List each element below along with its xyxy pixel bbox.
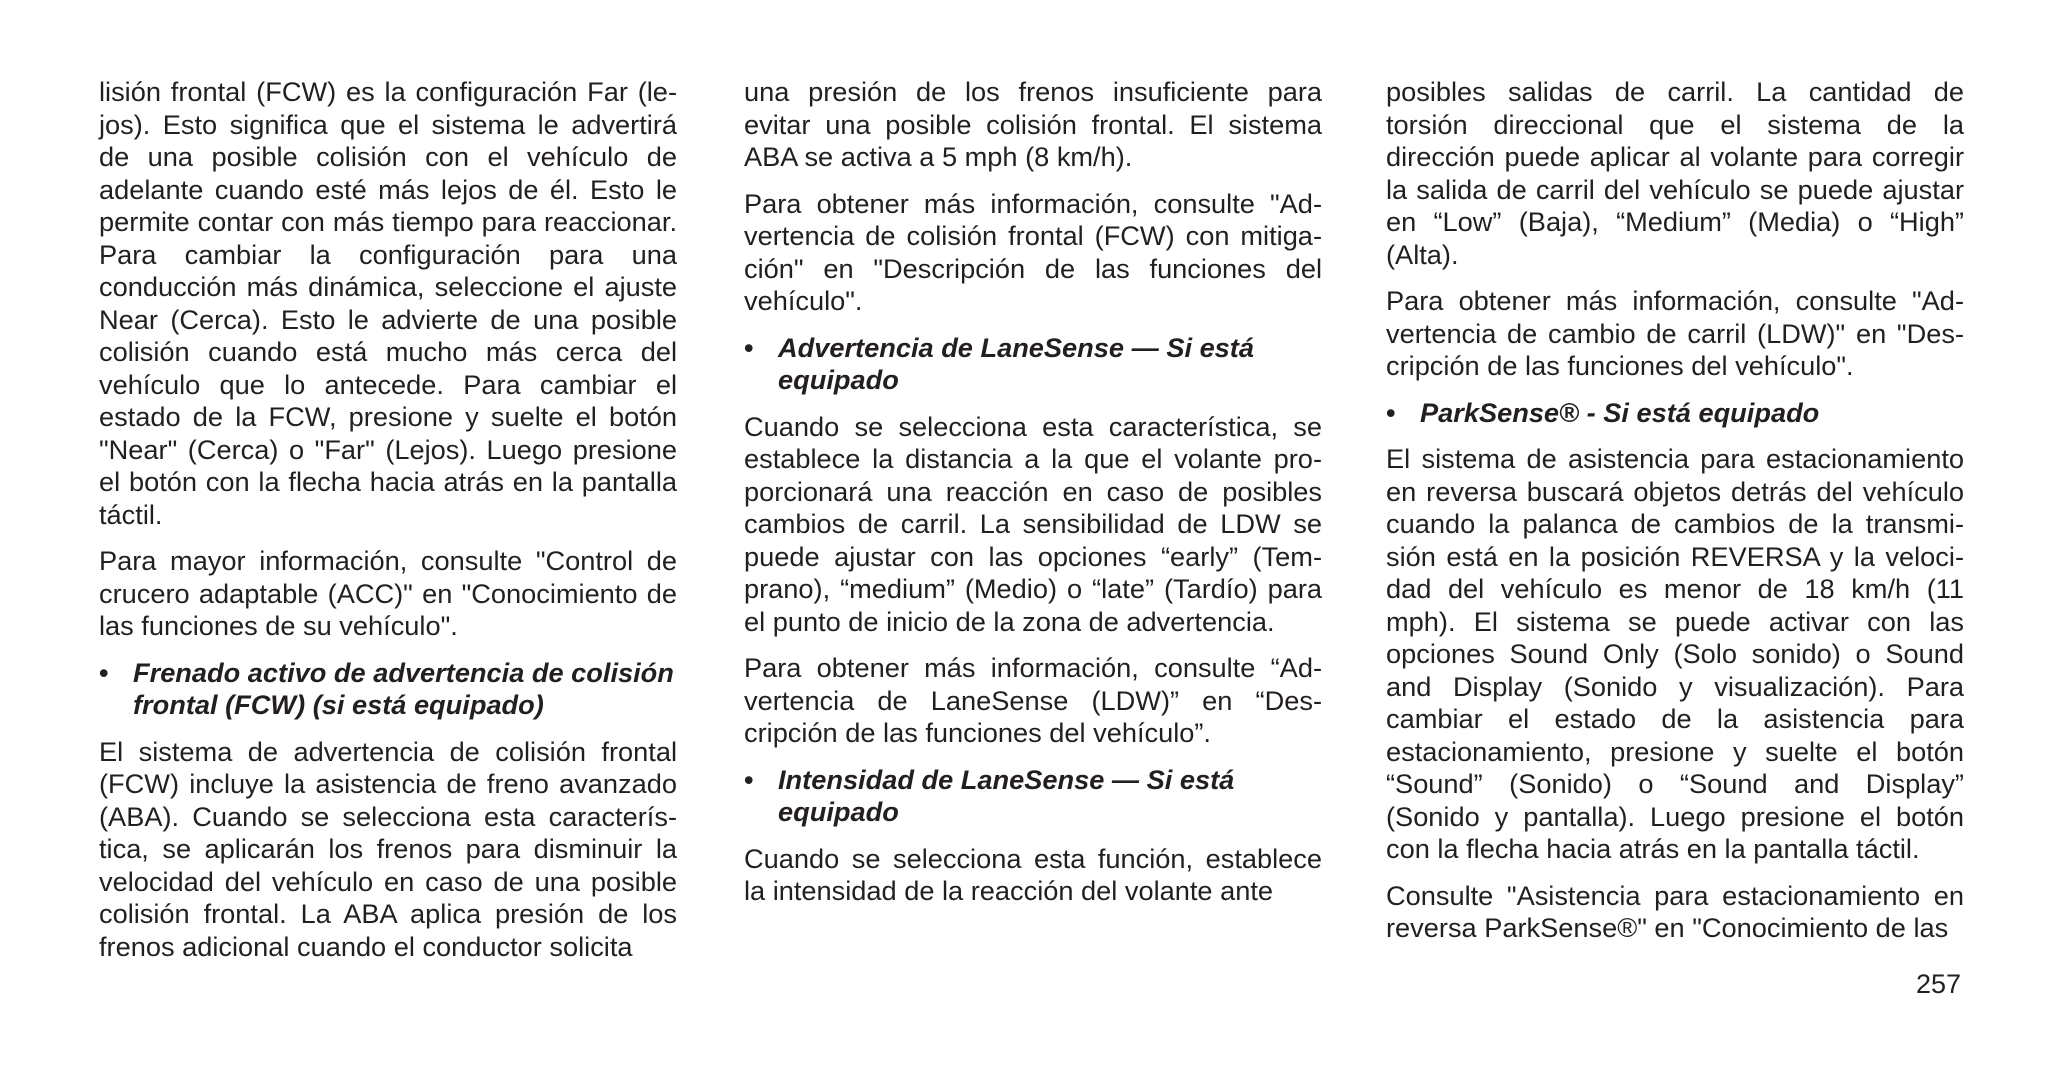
heading-text: Intensidad de LaneSense — Si está equipado xyxy=(778,763,1235,827)
paragraph-ldw-reference: Para obtener más información, consulte “Advertencia de LaneSense (LDW)” en “Descripción de las funciones del vehículo”. xyxy=(744,652,1322,748)
heading-text: Frenado activo de advertencia de colisión frontal (FCW) (si está equipado) xyxy=(133,656,674,720)
heading-text: ParkSense® - Si está equipado xyxy=(1420,396,1820,428)
text-column-right xyxy=(1386,76,1964,959)
bullet-icon: • xyxy=(744,763,754,795)
paragraph-lanesense-distance: Cuando se selecciona esta característica, se establece la distancia a la que el volante proporcionará una reacción en caso de posibles cambios de carril. La sensibilidad de LDW se puede ajustar con las opciones “early” (Temprano), “medium” (Medio) o “late” (Tardío) para el punto de inicio de la zona de advertencia. xyxy=(744,410,1322,637)
paragraph-parksense-reference: Consulte "Asistencia para estacionamiento en reversa ParkSense®" en "Conocimiento de las xyxy=(1386,879,1964,943)
section-heading-active-braking xyxy=(99,657,677,722)
section-heading-parksense xyxy=(1386,397,1964,430)
paragraph-aba-activation: una presión de los frenos insuficiente para evitar una posible colisión frontal. El sistema ABA se activa a 5 mph (8 km/h). xyxy=(744,76,1322,172)
heading-text: Advertencia de LaneSense — Si está equipado xyxy=(778,331,1254,395)
bullet-icon: • xyxy=(744,331,754,363)
bullet-icon: • xyxy=(1386,396,1396,428)
bullet-icon: • xyxy=(99,656,109,688)
page-number: 257 xyxy=(1916,969,1962,999)
paragraph-fcw-aba: El sistema de advertencia de colisión frontal (FCW) incluye la asistencia de freno avanzado (ABA). Cuando se selecciona esta característica, se aplicarán los frenos para disminuir la velocidad del vehículo en caso de una posible colisión frontal. La ABA aplica presión de los frenos adicional cuando el conductor solicita xyxy=(99,735,677,962)
paragraph-fcw-setting: lisión frontal (FCW) es la configuración Far (lejos). Esto significa que el sistema le advertirá de una posible colisión con el vehículo de adelante cuando esté más lejos de él. Esto le permite contar con más tiempo para reaccionar. Para cambiar la configuración para una conducción más dinámica, seleccione el ajuste Near (Cerca). Esto le advierte de una posible colisión cuando está mucho más cerca del vehículo que lo antecede. Para cambiar el estado de la FCW, presione y suelte el botón "Near" (Cerca) o "Far" (Lejos). Luego presione el botón con la flecha hacia atrás en la pantalla táctil. xyxy=(99,76,677,530)
paragraph-fcw-reference: Para obtener más información, consulte "Advertencia de colisión frontal (FCW) con mitigación" en "Descripción de las funciones del vehículo". xyxy=(744,187,1322,316)
paragraph-lane-departure-torque: posibles salidas de carril. La cantidad de torsión direccional que el sistema de la dirección puede aplicar al volante para corregir la salida de carril del vehículo se puede ajustar en “Low” (Baja), “Medium” (Media) o “High” (Alta). xyxy=(1386,76,1964,270)
text-column-middle xyxy=(744,76,1322,922)
section-heading-lanesense-intensity xyxy=(744,764,1322,829)
paragraph-lanesense-intensity: Cuando se selecciona esta función, establece la intensidad de la reacción del volante ante xyxy=(744,842,1322,906)
paragraph-ldw-change-reference: Para obtener más información, consulte "Advertencia de cambio de carril (LDW)" en "Descripción de las funciones del vehículo". xyxy=(1386,285,1964,381)
text-column-left xyxy=(99,76,677,977)
section-heading-lanesense-warning xyxy=(744,332,1322,397)
paragraph-acc-reference: Para mayor información, consulte "Control de crucero adaptable (ACC)" en "Conocimiento de las funciones de su vehículo". xyxy=(99,545,677,641)
paragraph-parksense-system: El sistema de asistencia para estacionamiento en reversa buscará objetos detrás del vehículo cuando la palanca de cambios de la transmisión está en la posición REVERSA y la velocidad del vehículo es menor de 18 km/h (11 mph). El sistema se puede activar con las opciones Sound Only (Solo sonido) o Sound and Display (Sonido y visualización). Para cambiar el estado de la asistencia para estacionamiento, presione y suelte el botón “Sound” (Sonido) o “Sound and Display” (Sonido y pantalla). Luego presione el botón con la flecha hacia atrás en la pantalla táctil. xyxy=(1386,443,1964,864)
